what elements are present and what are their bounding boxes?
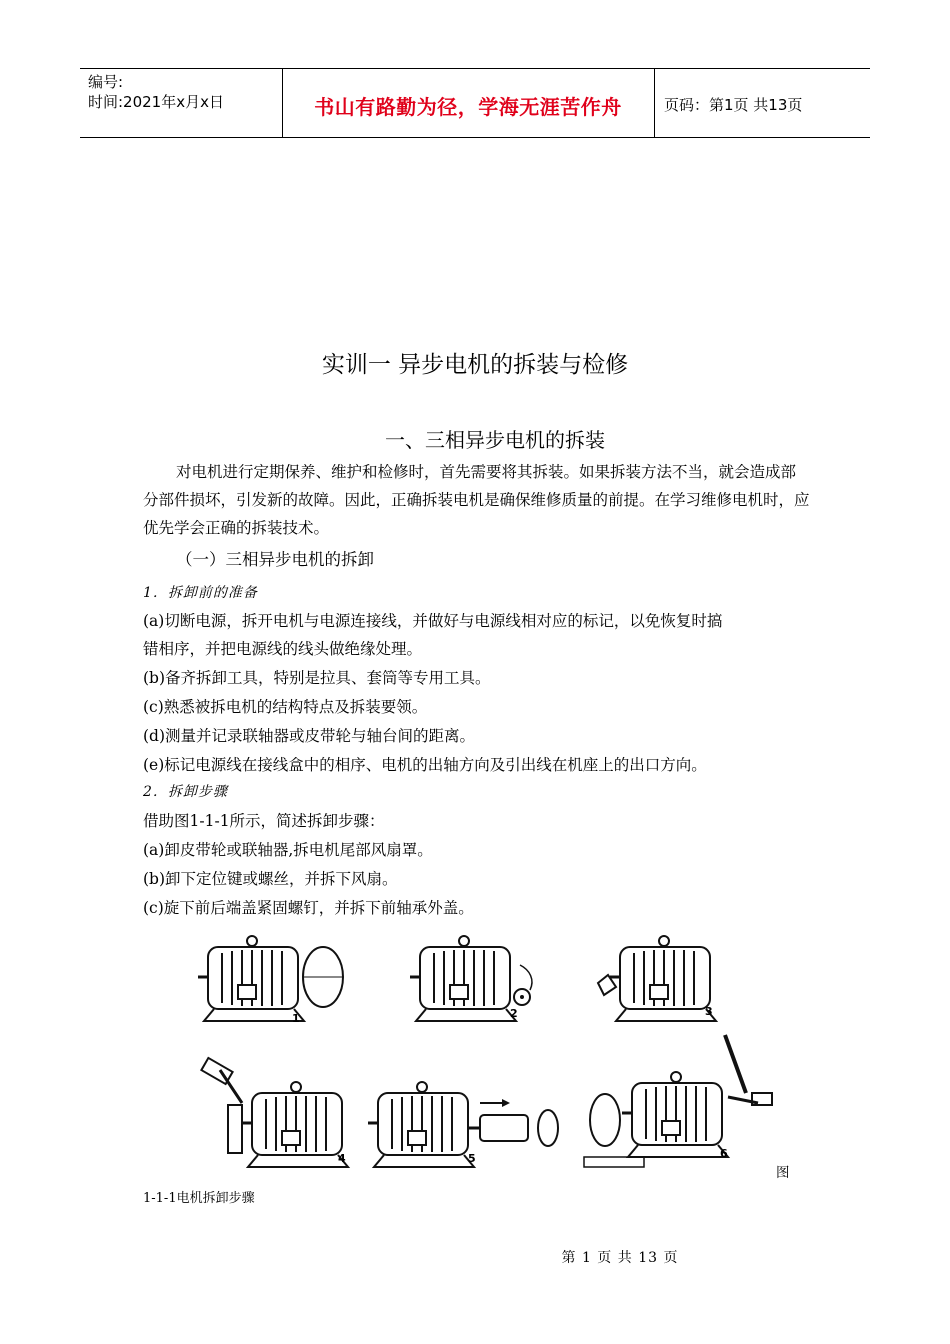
- prep-item-d: (d)测量并记录联轴器或皮带轮与轴台间的距离。: [143, 727, 476, 745]
- motor-disassembly-figure: [180, 925, 800, 1170]
- document-title: 实训一 异步电机的拆装与检修: [321, 352, 629, 378]
- subsection-heading: （一）三相异步电机的拆卸: [176, 550, 374, 569]
- figure-step-label: 5: [468, 1152, 476, 1165]
- figure-caption-prefix: 图: [776, 1165, 790, 1181]
- figure-step-label: 1: [292, 1012, 300, 1025]
- page-header: [80, 68, 870, 138]
- motor-illustration: [410, 936, 516, 1021]
- header-date: 时间:2021年x月x日: [88, 93, 224, 111]
- figure-step-label: 2: [510, 1007, 518, 1020]
- figure-step-label: 4: [338, 1152, 346, 1165]
- page-footer: 第 1 页 共 13 页: [561, 1250, 679, 1266]
- prep-item-b: (b)备齐拆卸工具，特别是拉具、套筒等专用工具。: [143, 669, 491, 687]
- steps-item-c: (c)旋下前后端盖紧固螺钉，并拆下前轴承外盖。: [143, 899, 474, 917]
- header-divider: [654, 69, 655, 137]
- header-number-label: 编号:: [88, 73, 124, 91]
- rotor-illustration: [480, 1115, 528, 1141]
- hammer-handle-illustration: [728, 1097, 758, 1103]
- steps-item-b: (b)卸下定位键或螺丝，并拆下风扇。: [143, 870, 398, 888]
- prep-item-e: (e)标记电源线在接线盒中的相序、电机的出轴方向及引出线在机座上的出口方向。: [143, 756, 707, 774]
- end-cover-illustration: [538, 1110, 558, 1146]
- prep-item-c: (c)熟悉被拆电机的结构特点及拆装要领。: [143, 698, 428, 716]
- motor-illustration: [610, 936, 716, 1021]
- wood-block-illustration: [228, 1105, 242, 1153]
- section-title: 一、三相异步电机的拆装: [385, 428, 605, 452]
- support-block-illustration: [584, 1157, 644, 1167]
- figure-step-label: 3: [705, 1005, 713, 1018]
- steps-item-a: (a)卸皮带轮或联轴器,拆电机尾部风扇罩。: [143, 841, 433, 859]
- figure-caption: 1-1-1电机拆卸步骤: [143, 1191, 255, 1206]
- intro-paragraph: 对电机进行定期保养、维护和检修时，首先需要将其拆装。如果拆装方法不当，就会造成部分部件损坏，引发新的故障。因此，正确拆装电机是确保维修质量的前提。在学习维修电机时，应优先学会正确的拆装技术。: [143, 463, 810, 537]
- end-cover-illustration: [590, 1094, 620, 1146]
- motor-illustration: [622, 1072, 728, 1157]
- header-page-info: 页码：第1页 共13页: [664, 96, 803, 114]
- prep-item-a-line1: (a)切断电源，拆开电机与电源连接线，并做好与电源线相对应的标记，以免恢复时搞: [143, 612, 723, 630]
- motor-illustration: [368, 1082, 474, 1167]
- steps-intro: 借助图1-1-1所示，简述拆卸步骤：: [143, 812, 385, 830]
- steps-heading: 2．拆卸步骤: [143, 784, 228, 800]
- prep-heading: 1．拆卸前的准备: [143, 585, 258, 601]
- motor-illustration: [198, 936, 304, 1021]
- figure-step-label: 6: [720, 1147, 728, 1160]
- prep-item-a-line2: 错相序，并把电源线的线头做绝缘处理。: [143, 640, 423, 658]
- header-meta: [88, 72, 224, 112]
- header-motto: 书山有路勤为径，学海无涯苦作舟: [314, 95, 622, 119]
- motor-illustration: [242, 1082, 348, 1167]
